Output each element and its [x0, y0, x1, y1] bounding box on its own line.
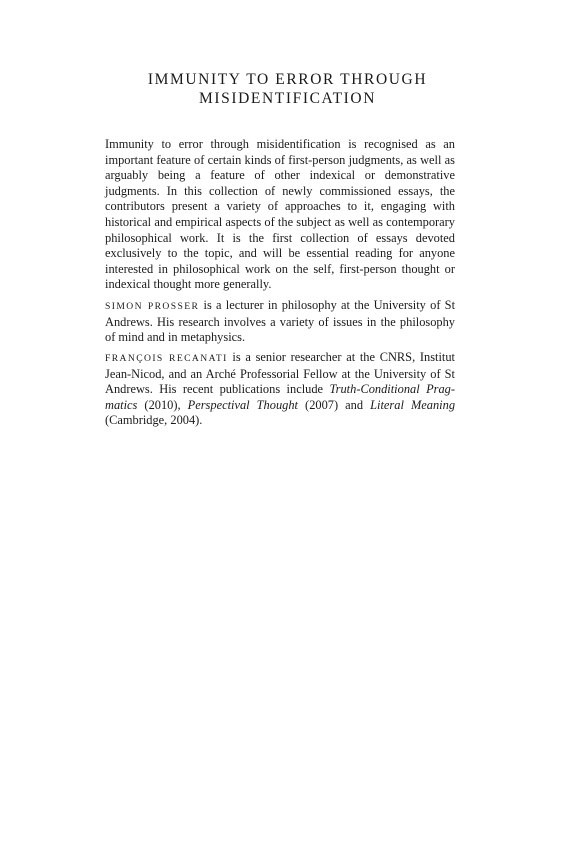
author-name-prosser: SIMON PROSSER	[105, 301, 200, 312]
author-bio-prosser-text: is a lecturer in philosophy at the University of St Andrews. His research involves a variety of issues in the philosophy of mind and in metaphysics.	[105, 298, 456, 345]
author-bio-prosser	[105, 298, 455, 346]
publication-note-2004: (Cambridge, 2004).	[105, 413, 203, 428]
book-title	[100, 70, 475, 108]
author-bio-recanati-text: is a senior researcher at the CNRS, Institut Jean-Nicod, and an Arché Professorial Fellow at the University of St Andrews. His recent publications include	[105, 350, 455, 397]
publication-year-2007: (2007) and	[297, 397, 371, 412]
publication-year-2010: (2010),	[137, 397, 188, 412]
book-title-line-1: IMMUNITY TO ERROR THROUGH	[147, 71, 428, 88]
book-title-literal-meaning: Literal Meaning	[370, 397, 456, 412]
book-description: Immunity to error through misidentification is recognised as an important feature of certain kinds of first-person judgments, as well as arguably being a feature of other indexical or demonstrative judgments. In this collection of newly commissioned essays, the contributors present a variety of approaches to it, engaging with historical and empirical aspects of the subject as well as contemporary philosophical work. It is the first collection of essays devoted exclusively to the topic, and will be essential reading for anyone interested in philosophical work on the self, first-person thought or indexical thought more generally.	[105, 137, 455, 292]
author-name-recanati: FRANÇOIS RECANATI	[105, 353, 228, 364]
author-bio-recanati	[105, 350, 455, 429]
book-title-line-2: MISIDENTIFICATION	[198, 90, 377, 107]
book-title-truth-conditional-pragmatics: Truth-Conditional Pragmatics	[105, 382, 455, 412]
book-title-perspectival-thought: Perspectival Thought	[187, 397, 298, 412]
